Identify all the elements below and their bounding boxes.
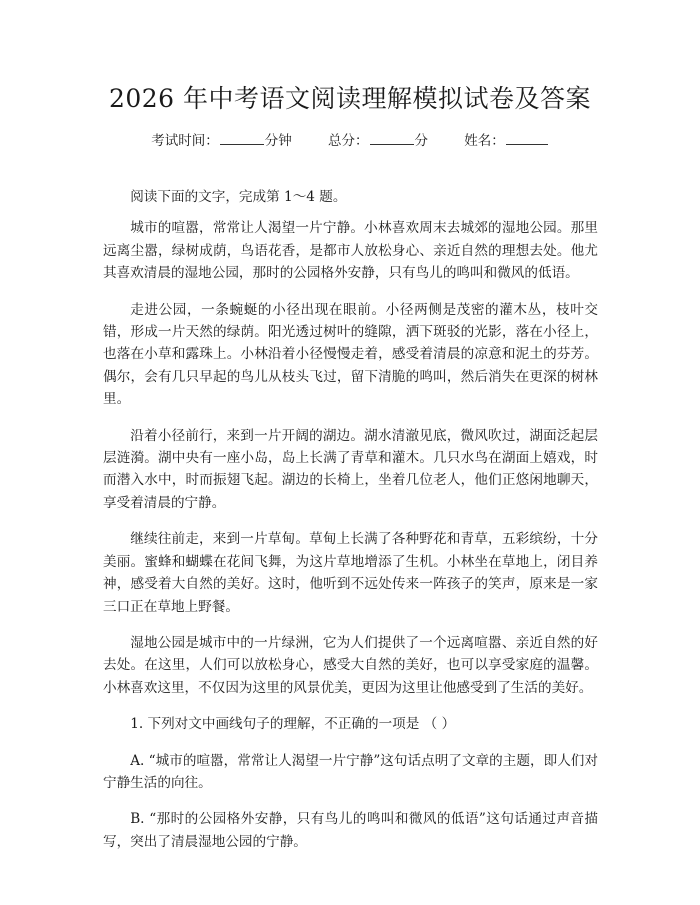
- total-score-label: 总分：: [328, 133, 369, 149]
- name-field: [464, 130, 549, 151]
- name-label: 姓名：: [464, 133, 505, 149]
- total-score-field: [328, 130, 428, 151]
- question-1-option-a: A. “城市的喧嚣，常常让人渴望一片宁静”这句话点明了文章的主题，即人们对宁静生活的向往。: [103, 752, 598, 791]
- total-score-unit: 分: [414, 133, 428, 149]
- passage-paragraph-2: 走进公园，一条蜿蜒的小径出现在眼前。小径两侧是茂密的灌木丛，枝叶交错，形成一片天然的绿荫。阳光透过树叶的缝隙，洒下斑驳的光影，落在小径上，也落在小草和露珠上。小林沿着小径慢慢走着，感受着清晨的凉意和泥土的芬芳。偶尔，会有几只早起的鸟儿从枝头飞过，留下清脆的鸣叫，然后消失在更深的树林里。: [103, 301, 598, 408]
- passage-paragraph-1: 城市的喧嚣，常常让人渴望一片宁静。小林喜欢周末去城郊的湿地公园。那里远离尘嚣，绿树成荫，鸟语花香，是都市人放松身心、亲近自然的理想去处。他尤其喜欢清晨的湿地公园，那时的公园格外安静，只有鸟儿的鸣叫和微风的低语。: [103, 220, 598, 282]
- exam-time-unit: 分钟: [264, 133, 292, 149]
- exam-time-blank[interactable]: [220, 130, 264, 145]
- passage-paragraph-5: 湿地公园是城市中的一片绿洲，它为人们提供了一个远离喧嚣、亲近自然的好去处。在这里，人们可以放松身心，感受大自然的美好，也可以享受家庭的温馨。小林喜欢这里，不仅因为这里的风景优美，更因为这里让他感受到了生活的美好。: [103, 634, 598, 696]
- passage-paragraph-3: 沿着小径前行，来到一片开阔的湖边。湖水清澈见底，微风吹过，湖面泛起层层涟漪。湖中央有一座小岛，岛上长满了青草和灌木。几只水鸟在湖面上嬉戏，时而潜入水中，时而振翅飞起。湖边的长椅上，坐着几位老人，他们正悠闲地聊天，享受着清晨的宁静。: [103, 427, 598, 511]
- exam-meta: [0, 130, 700, 151]
- total-score-blank[interactable]: [370, 130, 414, 145]
- document-body: [103, 186, 598, 867]
- exam-time-label: 考试时间：: [151, 133, 219, 149]
- question-1-option-b: B. “那时的公园格外安静，只有鸟儿的鸣叫和微风的低语”这句话通过声音描写，突出了清晨湿地公园的宁静。: [103, 811, 598, 850]
- passage-paragraph-4: 继续往前走，来到一片草甸。草甸上长满了各种野花和青草，五彩缤纷，十分美丽。蜜蜂和蝴蝶在花间飞舞，为这片草地增添了生机。小林坐在草地上，闭目养神，感受着大自然的美好。这时，他听到不远处传来一阵孩子的笑声，原来是一家三口正在草地上野餐。: [103, 531, 598, 615]
- reading-instruction: 阅读下面的文字，完成第 1～4 题。: [130, 189, 347, 205]
- document-title: 2026 年中考语文阅读理解模拟试卷及答案: [108, 84, 592, 113]
- question-1: 1. 下列对文中画线句子的理解，不正确的一项是 （ ）: [130, 716, 456, 733]
- exam-time-field: [151, 130, 292, 151]
- name-blank[interactable]: [506, 130, 548, 145]
